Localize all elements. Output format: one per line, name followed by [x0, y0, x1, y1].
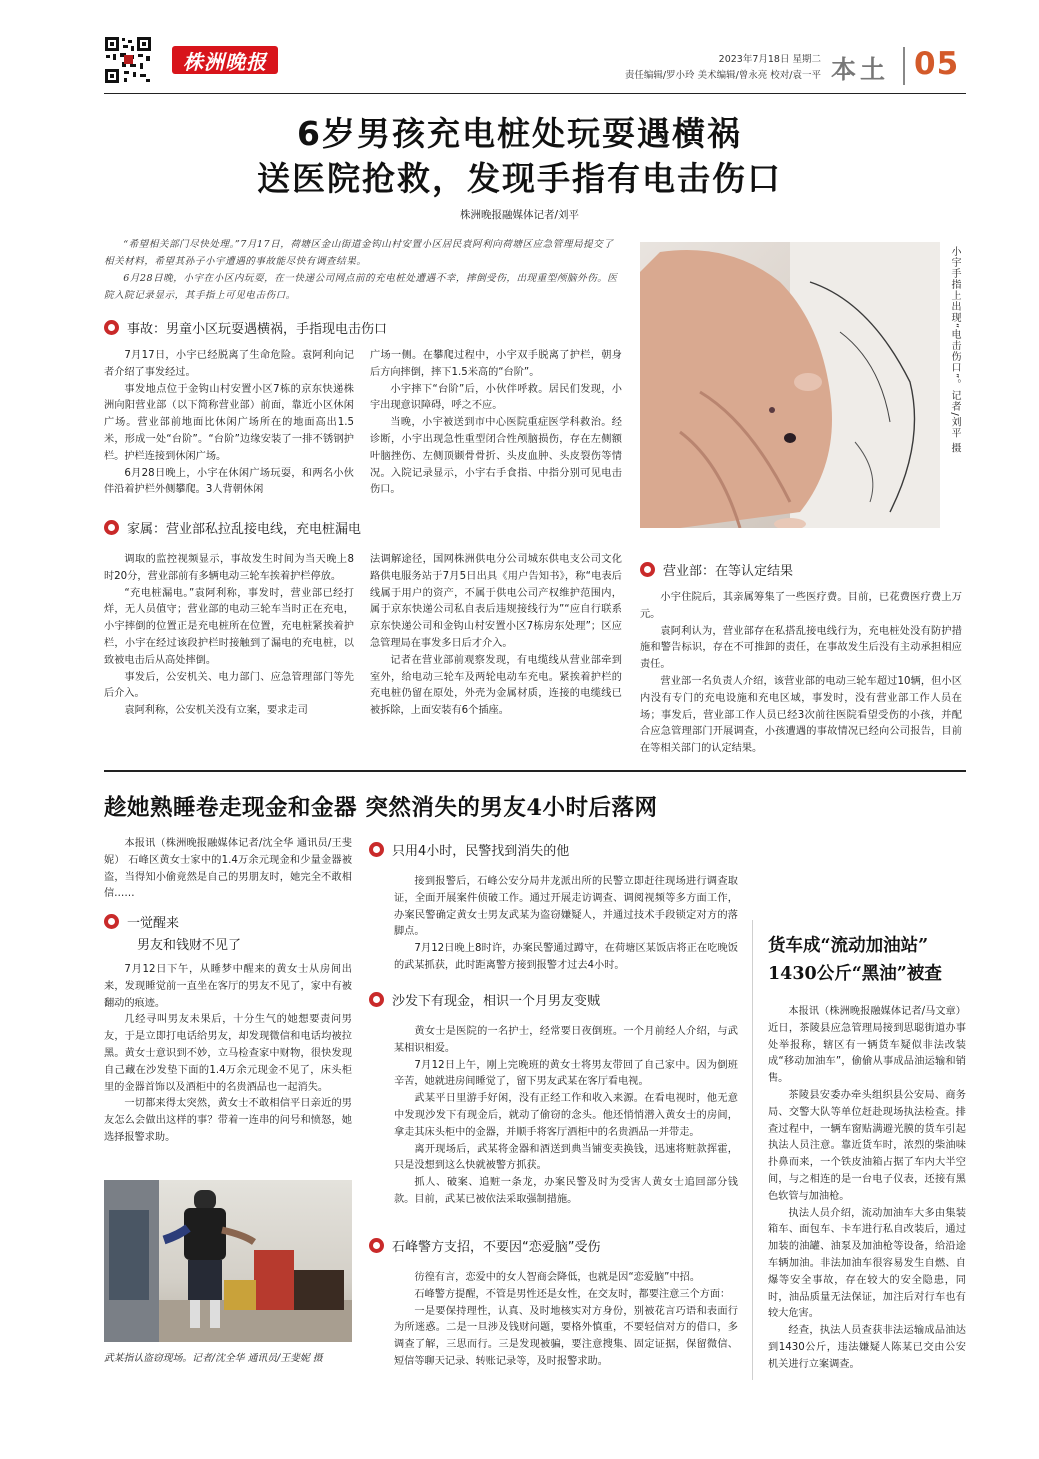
subhead-text: 营业部：在等认定结果 — [663, 564, 794, 579]
article1-lead — [104, 236, 622, 304]
article1-photo-caption: 小宇手指上出现“电击伤口”。记者/刘平 摄 — [949, 246, 960, 454]
article1-photo-hand — [640, 242, 940, 528]
bullet-icon — [640, 562, 655, 577]
subhead-text: 一觉醒来 — [127, 916, 180, 931]
paragraph: 一切都来得太突然，黄女士不敢相信平日亲近的男友怎么会做出这样的事？带着一连串的问号和愤怒，她选择报警求助。 — [104, 1098, 352, 1143]
article2-s4-body — [394, 1270, 738, 1371]
article3-headline-line1: 货车成“流动加油站” — [768, 936, 929, 956]
article1-s3-body — [640, 590, 962, 758]
paragraph: 营业部一名负责人介绍，该营业部的电动三轮车超过10辆，但小区内没有专门的充电设施和充电区域，事发时，没有营业部工作人员在场；事发后，营业部工作人员已经3次前往医院看望受伤的小孩，并配合应急管理部门开展调查，小孩遭遇的事故情况已经向公司报告，目前在等相关部门的认定结果。 — [640, 675, 962, 755]
article1-headline-line1: 6岁男孩充电桩处玩耍遇横祸 — [297, 114, 742, 153]
bullet-icon — [104, 914, 119, 929]
paragraph: 几经寻叫男友未果后，十分生气的她想要责问男友，于是立即打电话给男友，却发现微信和电话均被拉黑。黄女士意识到不妙，立马检查家中财物，很快发现自己藏在沙发垫下面的1.4万余元现金不见了，床头柜里的金器首饰以及酒柜中的名贵酒品也一起消失。 — [104, 1014, 352, 1093]
paragraph: 茶陵县安委办牵头组织县公安局、商务局、交警大队等单位赶赴现场执法检查。排查过程中，一辆车窗贴满避光膜的货车引起执法人员注意。靠近货车时，浓烈的柴油味扑鼻而来，一个铁皮油箱占据了车内大半空间，与之相连的是一台电子仪表，还接有黑色软管与加油枪。 — [768, 1089, 966, 1202]
paragraph: 当晚，小宇被送到市中心医院重症医学科救治。经诊断，小宇出现急性重型闭合性颅脑损伤，存在左侧额叶脑挫伤、左侧顶颞骨骨折、头皮血肿、头皮裂伤等情况。入院记录显示，小宇右手食指、中指分别可见电击伤口。 — [370, 417, 622, 496]
page-number: 05 — [914, 46, 960, 82]
paragraph: 记者在营业部前观察发现，有电缆线从营业部牵到室外，给电动三轮车及两轮电动车充电。紧挨着护栏的充电桩仍留在原处，外壳为金属材质，连接的电缆线已被拆除，上面安装有6个插座。 — [370, 654, 622, 717]
article-divider — [104, 770, 966, 772]
article3-body — [768, 1004, 966, 1374]
article2-subhead-cash — [369, 990, 600, 1009]
paragraph: 小宇住院后，其亲属筹集了一些医疗费。目前，已花费医疗费上万元。 — [640, 592, 962, 620]
paragraph: 事发地点位于金钩山村安置小区7栋的京东快递株洲向阳营业部（以下简称营业部）前面，靠近小区休闲广场。营业部前地面比休闲广场所在的地面高出1.5米，形成一处“台阶”。“台阶”边缘安装了一排不锈钢护栏。护栏连接到休闲广场。 — [104, 383, 354, 462]
paragraph: 离开现场后，武某将金器和酒送到典当铺变卖换钱，迅速将赃款挥霍，只是没想到这么快就被警方抓获。 — [394, 1143, 738, 1172]
article1-byline: 株洲晚报融媒体记者/刘平 — [460, 209, 580, 221]
paragraph: 石峰警方提醒，不管是男性还是女性，在交友时，都要注意三个方面： — [414, 1288, 731, 1300]
paragraph: 执法人员介绍，流动加油车大多由集装箱车、面包车、卡车进行私自改装后，通过加装的油罐、油泵及加油枪等设备，给沿途车辆加油。非法加油车很容易发生自燃、自爆等安全事故，存在较大的安全隐患，同时，油品质量无法保证，加注后对行车也有较大危害。 — [768, 1207, 966, 1320]
article1-s1-col1 — [104, 348, 354, 499]
section-name: 本土 — [831, 55, 890, 84]
lead-paragraph: 6月28日晚，小宇在小区内玩耍，在一快递公司网点前的充电桩处遭遇不幸，摔倒受伤，出现重型颅脑外伤。医院入院记录显示，其手指上可见电击伤口。 — [104, 273, 618, 301]
paragraph: 法调解途径，国网株洲供电分公司城东供电支公司文化路供电服务站于7月5日出具《用户告知书》，称“电表后线属于用户的资产，不属于供电公司产权维护范围内，属于京东快递公司私自表后违规接线行为”“应自行联系京东快递公司和金钩山村安置小区7栋房东处理”；区应急管理局在事发多日后才介入。 — [370, 554, 622, 649]
paragraph: 小宇摔下“台阶”后，小伙伴呼救。居民们发现，小宇出现意识障碍，呼之不应。 — [370, 383, 622, 412]
paragraph: 接到报警后，石峰公安分局井龙派出所的民警立即赶往现场进行调查取证，全面开展案件侦破工作。通过开展走访调查、调阅视频等多方面工作，办案民警确定黄女士男友武某为盗窃嫌疑人，并通过技术手段锁定对方的落脚点。 — [394, 876, 738, 938]
article1-subhead-family — [104, 518, 361, 537]
paragraph: 7月12日晚上8时许，办案民警通过蹲守，在荷塘区某饭店将正在吃晚饭的武某抓获，此时距离警方接到报警才过去4小时。 — [394, 943, 738, 971]
paragraph: 袁阿利认为，营业部存在私搭乱接电线行为，充电桩处没有防护措施和警告标识，存在不可推卸的责任，在事故发生后没有主动承担相应责任。 — [640, 625, 962, 671]
date-line: 2023年7月18日 星期二 — [718, 54, 821, 65]
article1-s2-col2 — [370, 552, 622, 720]
paragraph: 本报讯（株洲晚报融媒体记者/沈全华 通讯员/王斐妮） 石峰区黄女士家中的1.4万余元现金和少量金器被盗，当得知小偷竟然是自己的男朋友时，她完全不敢相信…… — [104, 838, 352, 900]
paragraph: 黄女士是医院的一名护士，经常要日夜倒班。一个月前经人介绍，与武某相识相爱。 — [394, 1026, 738, 1054]
article2-s3-body — [394, 1024, 738, 1209]
section-divider — [903, 47, 905, 85]
paragraph: 袁阿利称，公安机关没有立案，要求走司 — [124, 705, 308, 717]
paragraph: 一是要保持理性，认真、及时地核实对方身份，别被花言巧语和表面行为所迷惑。二是一旦涉及钱财问题，要格外慎重，不要轻信对方的借口，多调查了解，三思而行。三是发现被骗，要注意搜集、固定证据，保留微信、短信等聊天记录、转账记录等，及时报警求助。 — [394, 1305, 738, 1367]
paragraph: 7月12日上午，刚上完晚班的黄女士将男友带回了自己家中。因为倒班辛苦，她就进房间睡觉了，留下男友武某在客厅看电视。 — [394, 1059, 738, 1088]
subhead-text: 家属：营业部私拉乱接电线，充电桩漏电 — [127, 522, 362, 537]
bullet-icon — [104, 520, 119, 535]
article2-headline: 趁她熟睡卷走现金和金器 突然消失的男友4小时后落网 — [104, 795, 658, 821]
article2-s1-body — [104, 962, 352, 1147]
bullet-icon — [369, 842, 384, 857]
editor-line: 责任编辑/罗小玲 美术编辑/曾永亮 校对/袁一平 — [624, 70, 821, 81]
column-divider — [752, 920, 753, 1380]
article1-headline-line2: 送医院抢救，发现手指有电击伤口 — [257, 159, 782, 198]
article2-photo-suspect — [104, 1180, 352, 1342]
paragraph: 广场一侧。在攀爬过程中，小宇双手脱离了护栏，朝身后方向摔倒，摔下1.5米高的“台阶”。 — [370, 350, 622, 378]
paper-name: 株洲晚报 — [183, 49, 267, 74]
paragraph: 抓人、破案、追赃一条龙，办案民警及时为受害人黄女士追回部分钱款。目前，武某已被依法采取强制措施。 — [394, 1177, 738, 1205]
paragraph: 7月12日下午，从睡梦中醒来的黄女士从房间出来，发现睡觉前一直坐在客厅的男友不见了，家中有被翻动的痕迹。 — [104, 964, 352, 1009]
article2-subhead-found — [369, 840, 569, 859]
article1-subhead-accident — [104, 318, 387, 337]
article2-intro — [104, 836, 352, 903]
paragraph: 事发后，公安机关、电力部门、应急管理部门等先后介入。 — [104, 671, 354, 700]
paragraph: 经查，执法人员查获非法运输成品油达到1430公斤，违法嫌疑人陈某已交由公安机关进行立案调查。 — [768, 1325, 966, 1370]
article1-s2-col1 — [104, 552, 354, 720]
article1-s1-col2 — [370, 348, 622, 499]
article1-subhead-outlet — [640, 560, 793, 579]
article2-s2-body — [394, 874, 738, 975]
paragraph: “充电桩漏电。”袁阿利称，事发时，营业部已经打烊，无人员值守；营业部的电动三轮车当时正在充电，小宇摔倒的位置正是充电桩所在位置，充电桩紧挨着护栏，小宇在经过该段护栏时接触到了漏电的充电桩，以致被电击后从高处摔倒。 — [104, 587, 354, 666]
paragraph: 调取的监控视频显示，事故发生时间为当天晚上8时20分，营业部前有多辆电动三轮车挨着护栏停放。 — [104, 554, 354, 582]
article3-headline-line2: 1430公斤“黑油”被查 — [768, 964, 942, 984]
bullet-icon — [104, 320, 119, 335]
paragraph: 本报讯（株洲晚报融媒体记者/马文章） 近日，茶陵县应急管理局接到思聪街道办事处举报称，辖区有一辆货车疑似非法改装成“移动加油车”，偷偷从事成品油运输和销售。 — [768, 1006, 966, 1085]
article2-photo-caption: 武某指认盗窃现场。记者/沈全华 通讯员/王斐妮 摄 — [104, 1353, 323, 1364]
qr-code — [104, 36, 152, 84]
subhead-text-line2: 男友和钱财不见了 — [137, 938, 242, 953]
article2-subhead-advice — [369, 1236, 600, 1255]
lead-paragraph: “希望相关部门尽快处理。”7月17日，荷塘区金山街道金钩山村安置小区居民袁阿利向荷塘区应急管理局提交了相关材料，希望其孙子小宇遭遇的事故能尽快有调查结果。 — [104, 239, 614, 267]
subhead-text: 石峰警方支招，不要因“恋爱脑”受伤 — [392, 1240, 601, 1255]
paper-logo — [172, 46, 278, 74]
paragraph: 彷徨有言，恋爱中的女人智商会降低，也就是因“恋爱脑”中招。 — [414, 1272, 701, 1283]
subhead-text: 沙发下有现金，相识一个月男友变贼 — [392, 994, 601, 1009]
article2-subhead-wakeup — [104, 912, 241, 953]
subhead-text: 只用4小时，民警找到消失的他 — [392, 844, 570, 859]
paragraph: 6月28日晚上，小宇在休闲广场玩耍，和两名小伙伴沿着护栏外侧攀爬。3人背朝休闲 — [104, 467, 354, 496]
subhead-text: 事故：男童小区玩耍遇横祸，手指现电击伤口 — [127, 322, 388, 337]
paragraph: 7月17日，小宇已经脱离了生命危险。袁阿利向记者介绍了事发经过。 — [104, 350, 354, 378]
bullet-icon — [369, 1238, 384, 1253]
paragraph: 武某平日里游手好闲，没有正经工作和收入来源。在看电视时，他无意中发现沙发下有现金后，就动了偷窃的念头。他还悄悄潜入黄女士的房间，拿走其床头柜中的金器，并顺手将客厅酒柜中的名贵酒品一并带走。 — [394, 1093, 738, 1138]
masthead-rule — [104, 93, 966, 94]
bullet-icon — [369, 992, 384, 1007]
